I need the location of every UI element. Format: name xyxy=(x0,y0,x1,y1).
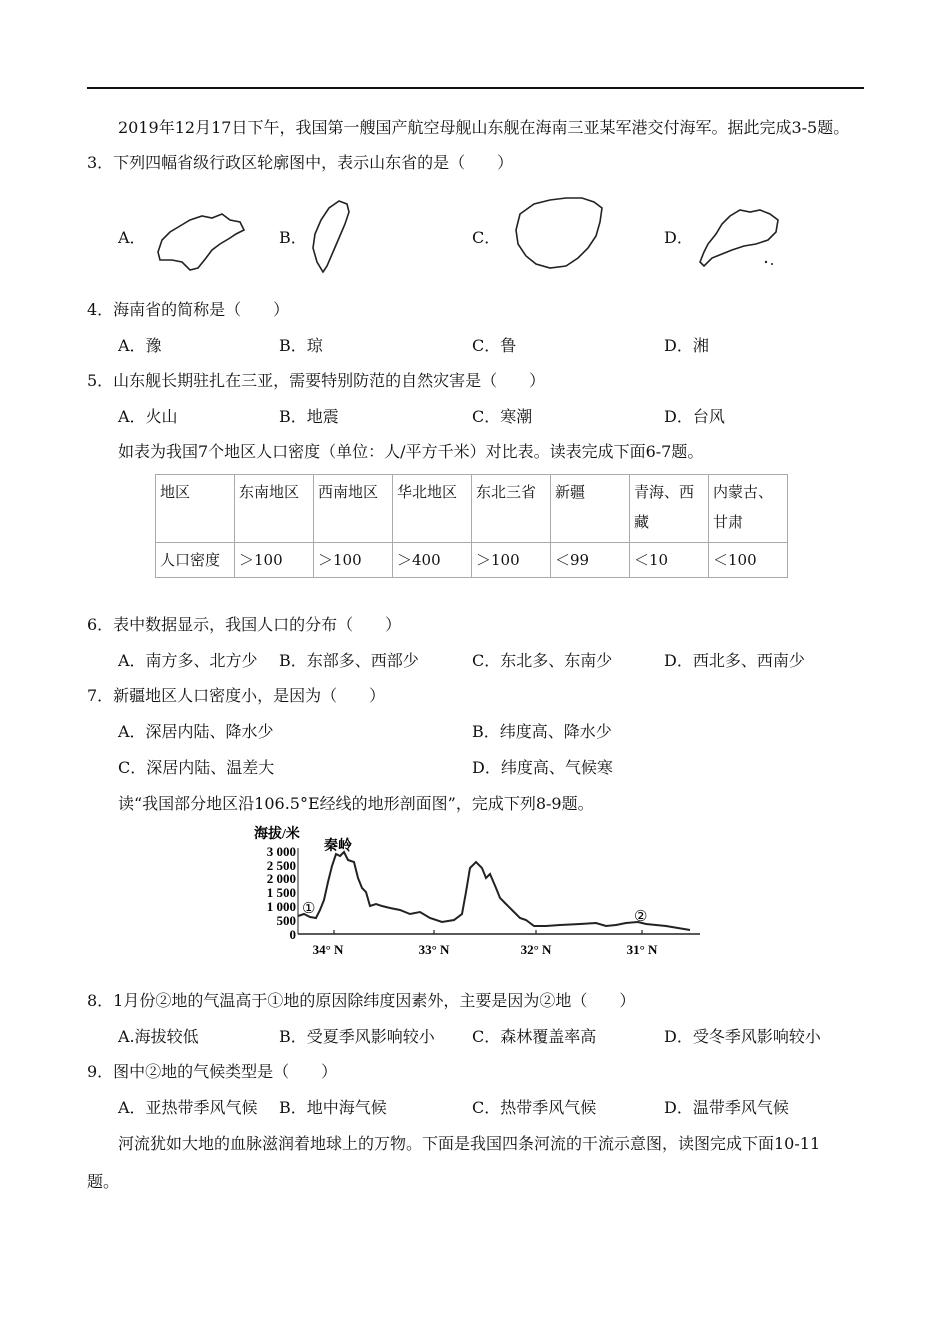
profile-ytick: 500 xyxy=(276,913,296,928)
table-header-cell: 内蒙古、甘肃 xyxy=(709,475,788,543)
q4-option-c: C．鲁 xyxy=(472,336,517,355)
terrain-profile-line xyxy=(298,852,690,930)
table-cell: ＜100 xyxy=(709,543,788,578)
hainan-outline-map xyxy=(510,194,608,270)
profile-ytick: 3 000 xyxy=(266,844,296,859)
table-header-cell: 新疆 xyxy=(551,475,630,543)
table-row xyxy=(156,543,788,578)
profile-marker-2: ② xyxy=(634,909,648,925)
table-cell: ＞400 xyxy=(393,543,472,578)
q9-option-d: D．温带季风气候 xyxy=(664,1098,789,1117)
q5-option-c: C．寒潮 xyxy=(472,407,533,426)
q7-option-b: B．纬度高、降水少 xyxy=(472,722,612,741)
profile-ytick: 0 xyxy=(289,927,296,942)
q9-stem: 9．图中②地的气候类型是（ ） xyxy=(87,1062,338,1081)
top-rule xyxy=(87,87,864,89)
q6-stem: 6．表中数据显示，我国人口的分布（ ） xyxy=(87,615,402,634)
q8-stem: 8．1月份②地的气温高于①地的原因除纬度因素外，主要是因为②地（ ） xyxy=(87,991,636,1010)
q3-label-d: D． xyxy=(664,228,693,247)
guangdong-outline-map xyxy=(694,204,784,274)
q3-stem: 3．下列四幅省级行政区轮廓图中，表示山东省的是（ ） xyxy=(87,153,514,172)
q5-option-d: D．台风 xyxy=(664,407,725,426)
intro-q10-11: 河流犹如大地的血脉滋润着地球上的万物。下面是我国四条河流的干流示意图，读图完成下面10-11 xyxy=(118,1134,821,1153)
profile-ytick: 2 000 xyxy=(266,871,296,886)
q7-option-c: C．深居内陆、温差大 xyxy=(118,758,275,777)
profile-peak-label: 秦岭 xyxy=(324,839,352,854)
profile-marker-1: ① xyxy=(302,901,316,917)
table-cell: ＞100 xyxy=(235,543,314,578)
q5-option-a: A．火山 xyxy=(118,407,178,426)
intro-q6-7: 如表为我国7个地区人口密度（单位：人/平方千米）对比表。读表完成下面6-7题。 xyxy=(118,442,704,461)
population-density-table xyxy=(155,474,788,578)
q3-label-a: A． xyxy=(118,228,146,247)
q5-option-b: B．地震 xyxy=(279,407,339,426)
profile-ytick: 1 500 xyxy=(266,885,296,900)
terrain-profile-figure xyxy=(250,822,710,962)
table-cell: ＞100 xyxy=(314,543,393,578)
profile-ylabel: 海拔/米 xyxy=(254,827,300,842)
table-header-cell: 东南地区 xyxy=(235,475,314,543)
intro-q10-11-cont: 题。 xyxy=(87,1172,120,1191)
q4-option-a: A．豫 xyxy=(118,336,162,355)
q4-stem: 4．海南省的简称是（ ） xyxy=(87,300,290,319)
table-cell: ＞100 xyxy=(472,543,551,578)
table-cell: ＜99 xyxy=(551,543,630,578)
q6-option-b: B．东部多、西部少 xyxy=(279,651,419,670)
q8-option-c: C．森林覆盖率高 xyxy=(472,1027,597,1046)
intro-q3-5: 2019年12月17日下午，我国第一艘国产航空母舰山东舰在海南三亚某军港交付海军。据此完成3-5题。 xyxy=(118,118,850,137)
table-header-cell: 青海、西藏 xyxy=(630,475,709,543)
profile-ytick: 1 000 xyxy=(266,899,296,914)
q3-label-c: C． xyxy=(472,228,501,247)
q4-option-d: D．湘 xyxy=(664,336,709,355)
q8-option-a: A.海拔较低 xyxy=(118,1027,199,1046)
q6-option-a: A．南方多、北方少 xyxy=(118,651,258,670)
table-header-cell: 地区 xyxy=(156,475,235,543)
q6-option-d: D．西北多、西南少 xyxy=(664,651,805,670)
q9-option-a: A．亚热带季风气候 xyxy=(118,1098,258,1117)
profile-ytick: 2 500 xyxy=(266,858,296,873)
table-header-cell: 东北三省 xyxy=(472,475,551,543)
q5-stem: 5．山东舰长期驻扎在三亚，需要特别防范的自然灾害是（ ） xyxy=(87,371,546,390)
q9-option-b: B．地中海气候 xyxy=(279,1098,387,1117)
q7-option-d: D．纬度高、气候寒 xyxy=(472,758,613,777)
shandong-outline-map xyxy=(150,210,250,272)
profile-xtick: 31° N xyxy=(626,942,658,957)
table-header-cell: 华北地区 xyxy=(393,475,472,543)
q7-option-a: A．深居内陆、降水少 xyxy=(118,722,274,741)
q3-label-b: B． xyxy=(279,228,307,247)
profile-xtick: 32° N xyxy=(520,942,552,957)
q8-option-d: D．受冬季风影响较小 xyxy=(664,1027,821,1046)
table-header-row xyxy=(156,475,788,543)
q4-option-b: B．琼 xyxy=(279,336,323,355)
intro-q8-9: 读“我国部分地区沿106.5°E经线的地形剖面图”，完成下列8-9题。 xyxy=(118,794,594,813)
profile-xtick: 34° N xyxy=(312,942,344,957)
table-header-cell: 西南地区 xyxy=(314,475,393,543)
q8-option-b: B．受夏季风影响较小 xyxy=(279,1027,435,1046)
table-cell: 人口密度 xyxy=(156,543,235,578)
taiwan-outline-map xyxy=(305,198,355,274)
q9-option-c: C．热带季风气候 xyxy=(472,1098,597,1117)
q6-option-c: C．东北多、东南少 xyxy=(472,651,613,670)
profile-xtick: 33° N xyxy=(418,942,450,957)
table-cell: ＜10 xyxy=(630,543,709,578)
q7-stem: 7．新疆地区人口密度小，是因为（ ） xyxy=(87,686,386,705)
